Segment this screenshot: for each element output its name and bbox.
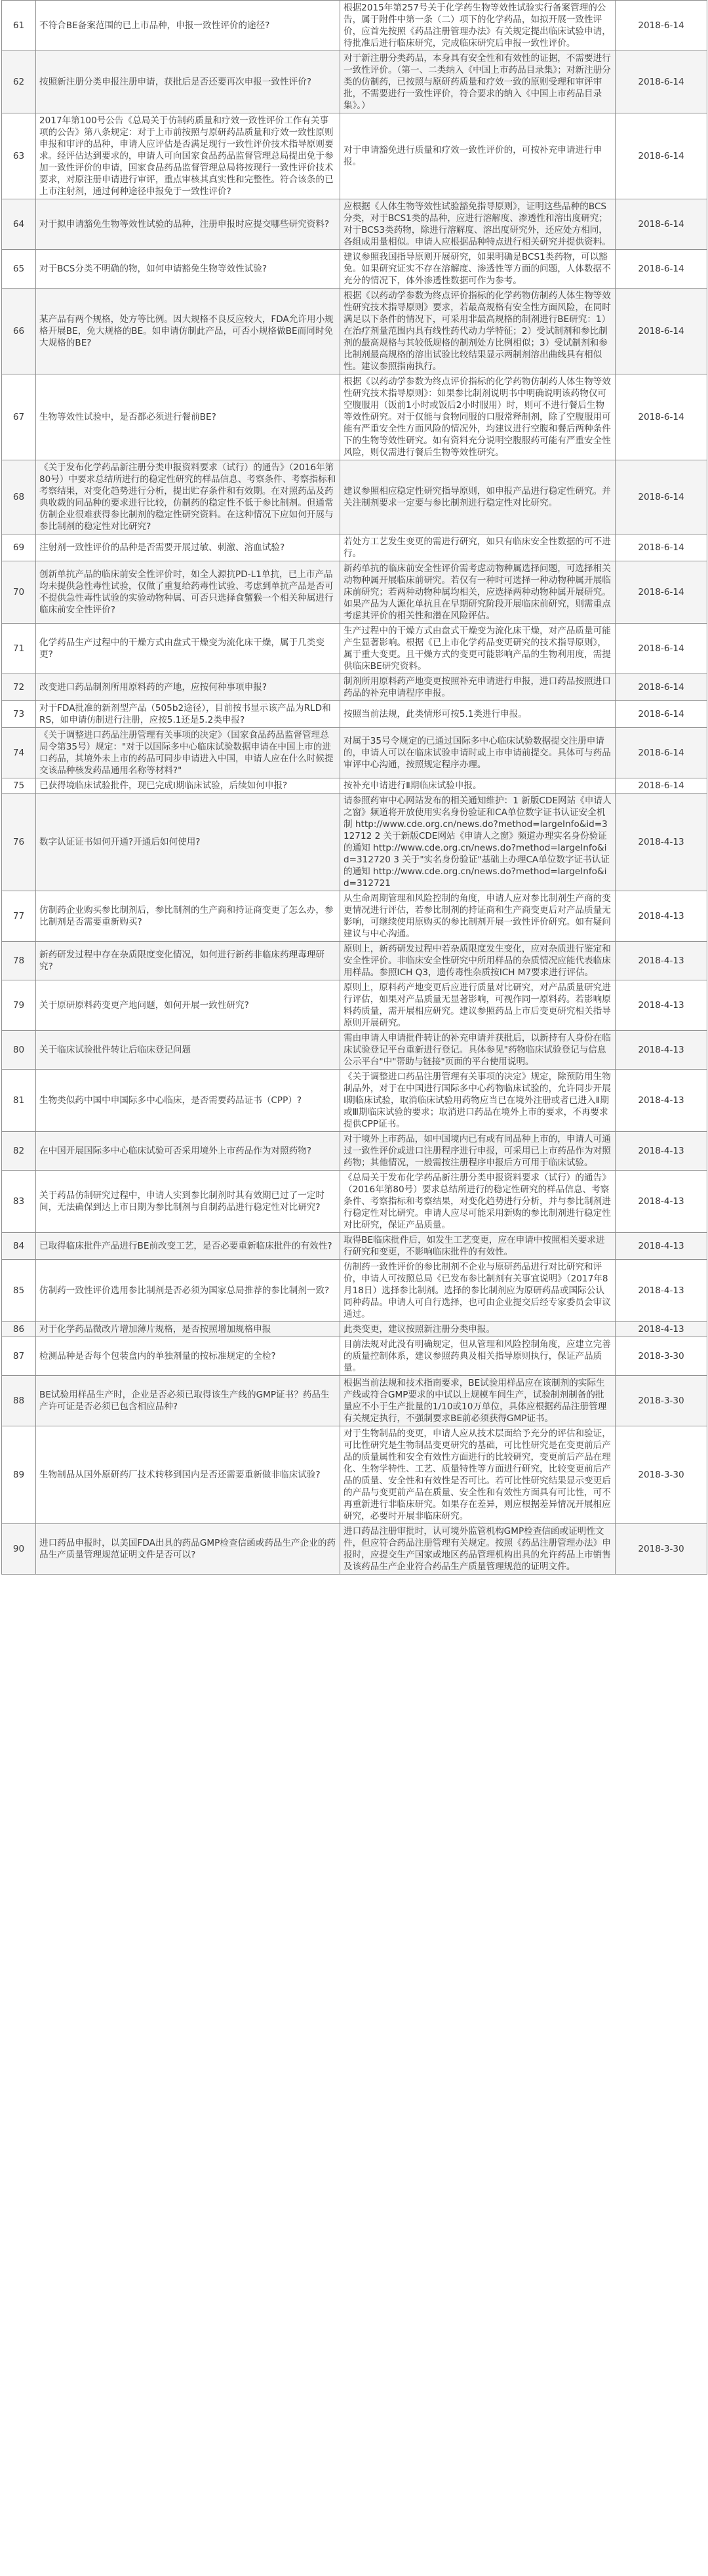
answer-cell: 仿制药一致性评价的参比制剂不企业与原研药品进行对比研究和评价，申请人可按照总局《已发布参比制剂有关事宜说明》（2017年8月18日）选择参比制剂。选择的参比制剂应为原研药品或国际公认同种药品。申请人可自行选择，也可由企业提交后经专家委员会审议通过。 [340, 1260, 616, 1322]
date-cell: 2018-4-13 [616, 1132, 707, 1171]
row-number: 77 [2, 891, 36, 942]
date-cell: 2018-6-14 [616, 674, 707, 701]
question-cell: 按照新注册分类申报注册申请，获批后是否还要再次申报一致性评价? [36, 51, 340, 113]
question-cell: 新药研发过程中存在杂质限度变化情况，如何进行新药非临床药理毒理研究? [36, 942, 340, 980]
table-row [2, 674, 707, 701]
answer-cell: 进口药品注册审批时，认可境外监管机构GMP检查信函或证明性文件，但应符合药品注册管理有关规定。按照《药品注册管理办法》申报时，应提交生产国家或地区药品管理机构出具的允许药品上市销售及该药品生产企业符合药品生产质量管理规范的证明文件。 [340, 1524, 616, 1575]
table-row [2, 728, 707, 778]
row-number: 66 [2, 289, 36, 374]
table-row [2, 1031, 707, 1070]
question-cell: 《关于调整进口药品注册管理有关事项的决定》（国家食品药品监督管理总局令第35号）规定："对于以国际多中心临床试验数据申请在中国上市的进口药品，其境外未上市的药品可同步申请进入中国，申请人应在什么时候提交该品种核发药品通用名称等材料?" [36, 728, 340, 778]
date-cell: 2018-3-30 [616, 1426, 707, 1524]
row-number: 75 [2, 778, 36, 794]
row-number: 74 [2, 728, 36, 778]
row-number: 84 [2, 1233, 36, 1260]
row-number: 87 [2, 1337, 36, 1376]
answer-cell: 建议参照我国指导原则开展研究，如果明确是BCS1类药物，可以豁免。如果研究证实不存在溶解度、渗透性等方面的问题，人体数据不充分的情况下，体外渗透性数据可作为参考。 [340, 250, 616, 289]
table-row [2, 1132, 707, 1171]
answer-cell: 此类变更，建议按照新注册分类申报。 [340, 1322, 616, 1337]
question-cell: 对于化学药品微改片增加薄片规格，是否按照增加规格申报 [36, 1322, 340, 1337]
table-row [2, 199, 707, 250]
date-cell: 2018-6-14 [616, 250, 707, 289]
answer-cell: 从生命周期管理和风险控制的角度，申请人应对参比制剂生产商的变更情况进行评估，若参比制剂的持证商和生产商变更后对产品质量无影响，可继续使用原购买的参比制剂开展一致性评价研究。如有疑问建议与中心沟通。 [340, 891, 616, 942]
table-row [2, 561, 707, 624]
row-number: 65 [2, 250, 36, 289]
row-number: 89 [2, 1426, 36, 1524]
question-cell: 在中国开展国际多中心临床试验可否采用境外上市药品作为对照药物? [36, 1132, 340, 1171]
date-cell: 2018-4-13 [616, 891, 707, 942]
table-row [2, 1524, 707, 1575]
answer-cell: 生产过程中的干燥方式由盘式干燥变为流化床干燥，对产品质量可能产生显著影响。根据《已上市化学药品变更研究的技术指导原则》，属于重大变更。且干燥方式的变更可能影响产品的生物利用度，需提供临床BE研究资料。 [340, 624, 616, 674]
answer-cell: 根据2015年第257号关于化学药生物等效性试验实行备案管理的公告，属于附件中第一条（二）项下的化学药品，如拟开展一致性评价，应首先按照《药品注册管理办法》有关规定提出临床试验申请，待批准后进行临床研究，完成临床研究后申报一致性评价。 [340, 1, 616, 51]
question-cell: 化学药品生产过程中的干燥方式由盘式干燥变为流化床干燥，属于几类变更? [36, 624, 340, 674]
date-cell: 2018-6-14 [616, 289, 707, 374]
table-row [2, 701, 707, 728]
table-row [2, 113, 707, 199]
table-row [2, 1376, 707, 1426]
question-cell: 某产品有两个规格，处方等比例。因大规格不良反应较大，FDA允许用小规格开展BE，免大规格的BE。如申请仿制此产品，可否小规格做BE而同时免大规格的BE? [36, 289, 340, 374]
question-cell: 不符合BE备案范围的已上市品种，申报一致性评价的途径? [36, 1, 340, 51]
row-number: 71 [2, 624, 36, 674]
row-number: 83 [2, 1171, 36, 1233]
date-cell: 2018-6-14 [616, 624, 707, 674]
date-cell: 2018-4-13 [616, 980, 707, 1031]
question-cell: 数字认证证书如何开通?开通后如何使用? [36, 794, 340, 891]
table-row [2, 1322, 707, 1337]
question-cell: 关于药品仿制研究过程中，申请人实到参比制剂时其有效期已过了一定时间，无法确保到达上市日期为参比制剂与自制药品进行稳定性对比研究? [36, 1171, 340, 1233]
table-row [2, 794, 707, 891]
row-number: 79 [2, 980, 36, 1031]
answer-cell: 按补充申请进行Ⅱ期临床试验申报。 [340, 778, 616, 794]
row-number: 61 [2, 1, 36, 51]
date-cell: 2018-6-14 [616, 701, 707, 728]
row-number: 88 [2, 1376, 36, 1426]
date-cell: 2018-4-13 [616, 1070, 707, 1132]
answer-cell: 新药单抗的临床前安全性评价需考虑动物种属选择问题，可选择相关动物种属开展临床前研究。若仅有一种时可选择一种动物种属开展临床前研究；若两种动物种属均相关，应选择两种动物种属开展研究。如果产品为人源化单抗且在早期研究阶段开展临床前研究，则需重点考虑其评价的相关性和潜在风险评估。 [340, 561, 616, 624]
answer-cell: 《关于调整进口药品注册管理有关事项的决定》规定，除预防用生物制品外，对于在中国进行国际多中心药物临床试验的，允许同步开展Ⅰ期临床试验，取消临床试验用药物应当已在境外注册或者已进入Ⅱ期或Ⅲ期临床试验的要求；取消进口药品在境外上市的要求，不再要求提供CPP证书。 [340, 1070, 616, 1132]
question-cell: 检测品种是否每个包装盒内的单独剂量的按标准规定的全检? [36, 1337, 340, 1376]
row-number: 81 [2, 1070, 36, 1132]
question-cell: 《关于发布化学药品新注册分类申报资料要求（试行）的通告》（2016年第80号）中要求总结所进行的稳定性研究的样品信息、考察条件、考察指标和考察结果，对变化趋势进行分析，提出贮存条件和有效期。在对照药品及药典收载的同品种的要求进行比较，仿制药的稳定性不低于参比制剂。但通常仿制企业很难获得参比制剂的稳定性研究资料。在这种情况下应如何开展与参比制剂的稳定性对比研究? [36, 460, 340, 534]
row-number: 64 [2, 199, 36, 250]
answer-cell: 根据《以药动学参数为终点评价指标的化学药物仿制药人体生物等效性研究技术指导原则》：如果参比制剂说明书中明确说明该药物仅可空腹服用（饭前1小时或饭后2小时服用）时，则可不进行餐后生物等效性研究。对于仅能与食物同服的口服常释制剂，除了空腹服用可能有严重安全性方面风险的情况外，均建议进行空腹和餐后两种条件下的生物等效性研究。如有资料充分说明空腹服药可能有严重安全性风险，则仅需进行餐后生物等效性研究。 [340, 374, 616, 460]
answer-cell: 建议参照相应稳定性研究指导原则，如申报产品进行稳定性研究。并关注制剂要求一定要与参比制剂进行稳定性对比研究。 [340, 460, 616, 534]
question-cell: 创新单抗产品的临床前安全性评价时，如全人源抗PD-L1单抗，已上市产品均未提供急性毒性试验，仅做了重复给药毒性试验、考虑到单抗产品是否可不提供急性毒性试验的实验动物种属、可否只选择食蟹猴一个相关种属进行临床前安全性评价? [36, 561, 340, 624]
row-number: 78 [2, 942, 36, 980]
date-cell: 2018-6-14 [616, 460, 707, 534]
row-number: 67 [2, 374, 36, 460]
table-row [2, 1, 707, 51]
table-row [2, 1426, 707, 1524]
answer-cell: 制剂所用原料药产地变更按照补充申请进行申报，进口药品按照进口药品的补充申请程序申报。 [340, 674, 616, 701]
question-cell: 进口药品申报时，以美国FDA出具的药品GMP检查信函或药品生产企业的药品生产质量管理规范证明文件是否可以? [36, 1524, 340, 1575]
answer-cell: 对属于35号令规定的已通过国际多中心临床试验数据提交注册申请的，申请人可以在临床试验申请时或上市申请前提交。具体可与药品审评中心沟通，按照规定程序办理。 [340, 728, 616, 778]
date-cell: 2018-4-13 [616, 942, 707, 980]
date-cell: 2018-3-30 [616, 1524, 707, 1575]
date-cell: 2018-6-14 [616, 51, 707, 113]
date-cell: 2018-6-14 [616, 778, 707, 794]
row-number: 69 [2, 534, 36, 561]
question-cell: 生物等效性试验中，是否都必须进行餐前BE? [36, 374, 340, 460]
row-number: 70 [2, 561, 36, 624]
date-cell: 2018-6-14 [616, 374, 707, 460]
date-cell: 2018-3-30 [616, 1376, 707, 1426]
question-cell: 仿制药一致性评价选用参比制剂是否必须为国家总局推荐的参比制剂一致? [36, 1260, 340, 1322]
table-row [2, 942, 707, 980]
row-number: 76 [2, 794, 36, 891]
answer-cell: 根据《以药动学参数为终点评价指标的化学药物仿制药人体生物等效性研究技术指导原则》要求，若最高规格有安全性方面风险，在同时满足以下条件的情况下，可采用非最高规格的制剂进行BE研究：1）在治疗剂量范围内具有线性药代动力学特征；2）受试制剂和参比制剂的最高规格与其较低规格的制剂处方比例相似；3）受试制剂和参比制剂最高规格的溶出试验比较结果显示两制剂溶出曲线具有相似性。建议参照指南执行。 [340, 289, 616, 374]
question-cell: 对于FDA批准的新剂型产品（505b2途径），目前按书显示该产品为RLD和RS，如申请仿制进行注册，应按5.1还是5.2类申报? [36, 701, 340, 728]
answer-cell: 原则上，新药研发过程中若杂质限度发生变化，应对杂质进行鉴定和安全性评价。非临床安全性研究中所用样品的杂质情况应能代表临床用样品。参照ICH Q3，遗传毒性杂质按ICH M7要求进行评估。 [340, 942, 616, 980]
table-row [2, 250, 707, 289]
answer-cell: 目前法规对此没有明确规定，但从管理和风险控制角度，应建立完善的质量控制体系，建议参照药典及相关指导原则执行，保证产品质量。 [340, 1337, 616, 1376]
question-cell: 仿制药企业购买参比制剂后，参比制剂的生产商和持证商变更了怎么办，参比制剂是否需要重新购买? [36, 891, 340, 942]
table-row [2, 1070, 707, 1132]
row-number: 82 [2, 1132, 36, 1171]
answer-cell: 对于境外上市药品，如中国境内已有或有同品种上市的，申请人可通过一致性评价或进口注册程序进行申报，可采用已上市药品作为对照药物；其他情况，一般需按注册程序申报后方可用于临床试验。 [340, 1132, 616, 1171]
table-row [2, 1171, 707, 1233]
table-row [2, 289, 707, 374]
table-row [2, 1233, 707, 1260]
table-row [2, 1337, 707, 1376]
answer-cell: 原则上，原料药产地变更后应进行质量对比研究，对产品质量研究进行评估，如果对产品质量无显著影响，可视作同一原料药。若影响原料药质量，需开展相应研究。建议参照药品上市后变更研究相关指导原则开展研究。 [340, 980, 616, 1031]
table-row [2, 1260, 707, 1322]
date-cell: 2018-4-13 [616, 1171, 707, 1233]
date-cell: 2018-3-30 [616, 1337, 707, 1376]
row-number: 73 [2, 701, 36, 728]
question-cell: 对于拟申请豁免生物等效性试验的品种，注册申报时应提交哪些研究资料? [36, 199, 340, 250]
answer-cell: 若处方工艺发生变更的需进行研究，如只有临床安全性数据的可不进行。 [340, 534, 616, 561]
row-number: 72 [2, 674, 36, 701]
row-number: 62 [2, 51, 36, 113]
table-row [2, 460, 707, 534]
question-cell: BE试验用样品生产时，企业是否必须已取得该生产线的GMP证书？药品生产许可证是否必须已包含相应品种? [36, 1376, 340, 1426]
table-row [2, 624, 707, 674]
answer-cell: 请参照药审中心网站发布的相关通知维护：1 新版CDE网站《申请人之窗》频道将开放使用实名身份验证和CA单位数字证书认证安全机制 http://www.cde.org.cn/news.do?method=largeInfo&id=312712 2 关于新版CDE网站《申请人之窗》频道办理实名身份验证的通知 http://www.cde.org.cn/news.do?method=largeInfo&id=312720 3 关于"实名身份验证"基础上办理CA单位数字证书认证的通知 http://www.cde.org.cn/news.do?method=largeInfo&id=312721 [340, 794, 616, 891]
date-cell: 2018-4-13 [616, 1322, 707, 1337]
question-cell: 已获得境临床试验批件，现已完成Ⅰ期临床试验，后续如何申报? [36, 778, 340, 794]
question-cell: 生物类似药中国中申国际多中心临床，是否需要药品证书（CPP）? [36, 1070, 340, 1132]
date-cell: 2018-4-13 [616, 794, 707, 891]
date-cell: 2018-4-13 [616, 1260, 707, 1322]
faq-table-body [2, 1, 707, 1575]
answer-cell: 需由申请人申请批件转让的补充申请并获批后，以新持有人身份在临床试验登记平台重新进行登记。具体参见"药物临床试验登记与信息公示平台"中"帮助与链接"页面的平台使用说明。 [340, 1031, 616, 1070]
answer-cell: 根据当前法规和技术指南要求，BE试验用样品应在该制剂的实际生产线或符合GMP要求的中试以上规模车间生产，试验制剂制备的批量应不小于生产批量的1/10或10万单位，具体应根据药品注册管理有关规定执行，不强制要求BE前必须获得GMP证书。 [340, 1376, 616, 1426]
question-cell: 生物制品从国外原研药厂技术转移到国内是否还需要重新做非临床试验? [36, 1426, 340, 1524]
answer-cell: 取得BE临床批件后，如发生工艺变更，应在申请中按照相关要求进行研究和变更，不影响临床批件的有效性。 [340, 1233, 616, 1260]
date-cell: 2018-6-14 [616, 561, 707, 624]
answer-cell: 对于新注册分类药品，本身具有安全性和有效性的证据，不需要进行一致性评价。（第一、二类纳入《中国上市药品目录集》；对新注册分类的仿制药，已按照与原研药质量和疗效一致的原则受理和审评审批，不需要进行一致性评价，符合要求的纳入《中国上市药品目录集》。） [340, 51, 616, 113]
row-number: 68 [2, 460, 36, 534]
question-cell: 注射剂一致性评价的品种是否需要开展过敏、刺激、溶血试验? [36, 534, 340, 561]
question-cell: 关于原研原料药变更产地问题，如何开展一致性研究? [36, 980, 340, 1031]
answer-cell: 《总局关于发布化学药品新注册分类申报资料要求（试行）的通告》（2016年第80号）要求总结所进行的稳定性研究的样品信息、考察条件、考察指标和考察结果，对变化趋势进行分析，并与参比制剂进行稳定性对比研究。申请人应尽可能采用新购的参比制剂进行稳定性对比研究，保证产品质量。 [340, 1171, 616, 1233]
table-row [2, 51, 707, 113]
question-cell: 已取得临床批件产品进行BE前改变工艺，是否必要重新临床批件的有效性? [36, 1233, 340, 1260]
date-cell: 2018-6-14 [616, 1, 707, 51]
question-cell: 2017年第100号公告《总局关于仿制药质量和疗效一致性评价工作有关事项的公告》第八条规定：对于上市前按照与原研药品质量和疗效一致性原则申报和审评的品种，申请人应评估是否满足现行一致性评价技术指导原则要求。经评估达到要求的，申请人可向国家食品药品监督管理总局提出免于参加一致性评价的申请，国家食品药品监督管理总局将按现行一致性评价技术要求，对原注册申请进行审评，重点审核其真实性和完整性。符合该条的已上市注射剂，通过何种途径申报免于一致性评价? [36, 113, 340, 199]
question-cell: 关于临床试验批件转让后临床登记问题 [36, 1031, 340, 1070]
row-number: 85 [2, 1260, 36, 1322]
row-number: 90 [2, 1524, 36, 1575]
answer-cell: 按照当前法规，此类情形可按5.1类进行申报。 [340, 701, 616, 728]
date-cell: 2018-6-14 [616, 113, 707, 199]
row-number: 86 [2, 1322, 36, 1337]
table-row [2, 778, 707, 794]
faq-table [1, 0, 707, 1575]
row-number: 80 [2, 1031, 36, 1070]
date-cell: 2018-6-14 [616, 728, 707, 778]
row-number: 63 [2, 113, 36, 199]
answer-cell: 对于生物制品的变更，申请人应从技术层面给予充分的评估和验证，可比性研究是生物制品变更研究的基础，可比性研究是在变更前后产品的质量属性和安全有效性方面进行的比较研究，变更前后产品在理化、生物学特性、工艺、质量特性等方面进行研究，比较变更前后产品的质量、安全性和有效性是否可比。若可比性研究结果显示变更后的产品与变更前产品在质量、安全性和有效性方面具有可比性，可不再重新进行非临床研究。如果存在差异，则应根据差异情况开展相应研究，必要时开展非临床研究。 [340, 1426, 616, 1524]
question-cell: 对于BCS分类不明确的物，如何申请豁免生物等效性试验? [36, 250, 340, 289]
question-cell: 改变进口药品制剂所用原料药的产地，应按何种事项申报? [36, 674, 340, 701]
table-row [2, 980, 707, 1031]
date-cell: 2018-4-13 [616, 1233, 707, 1260]
table-row [2, 891, 707, 942]
date-cell: 2018-4-13 [616, 1031, 707, 1070]
table-row [2, 374, 707, 460]
answer-cell: 对于申请豁免进行质量和疗效一致性评价的，可按补充申请进行申报。 [340, 113, 616, 199]
answer-cell: 应根据《人体生物等效性试验豁免指导原则》，证明这些品种的BCS分类，对于BCS1类的品种，应进行溶解度、渗透性和溶出度研究；对于BCS3类药物，除进行溶解度、溶出度研究外，还应处方相同，各组成用量相似。申请人应根据品种特点进行相关研究并提供资料。 [340, 199, 616, 250]
table-row [2, 534, 707, 561]
date-cell: 2018-6-14 [616, 199, 707, 250]
date-cell: 2018-6-14 [616, 534, 707, 561]
